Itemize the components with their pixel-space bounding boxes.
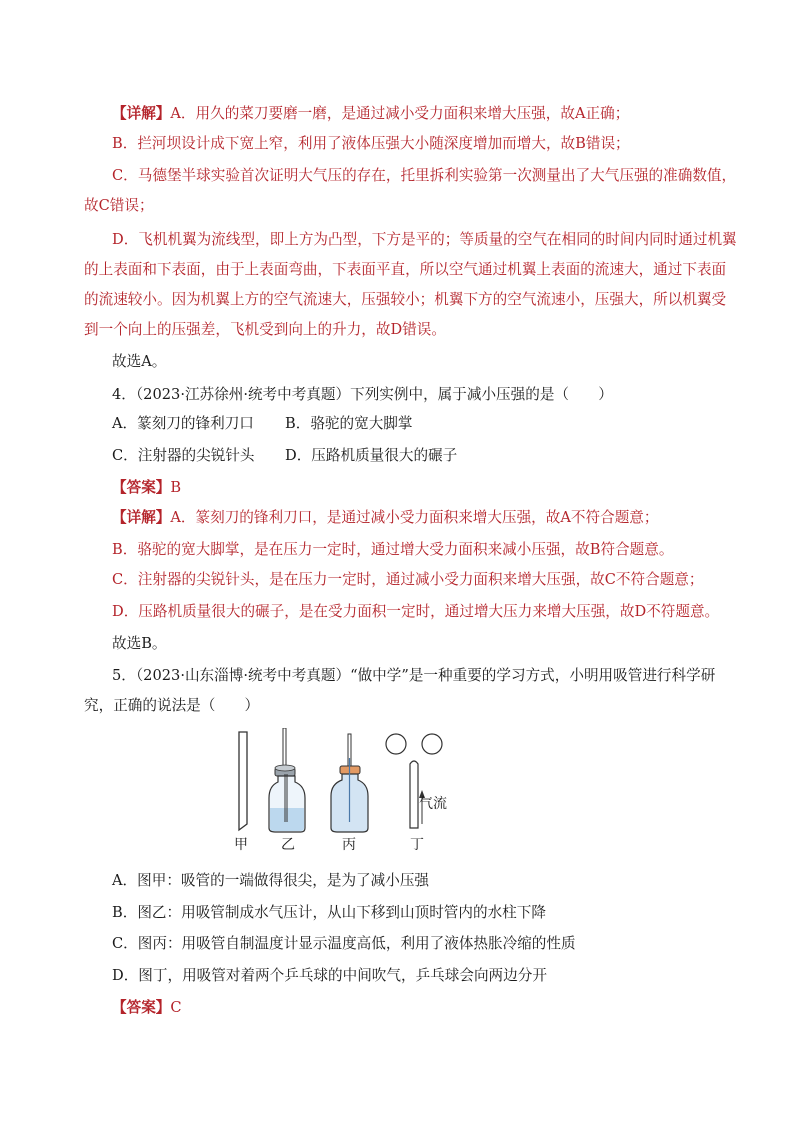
q4-option-a: A．篆刻刀的锋利刀口 <box>112 415 254 432</box>
q5-option-a: A．图甲：吸管的一端做得很尖，是为了减小压强 <box>112 872 430 889</box>
figure-label-bing: 丙 <box>342 837 356 853</box>
answer-tag: 【答案】 <box>112 479 171 496</box>
q5-option-b: B．图乙：用吸管制成水气压计，从山下移到山顶时管内的水柱下降 <box>112 904 546 921</box>
q4-answer-value: B <box>170 479 182 496</box>
airflow-label: 气流 <box>419 796 447 812</box>
figure-label-ding: 丁 <box>410 837 424 853</box>
detail-tag: 【详解】 <box>112 509 171 526</box>
q3-detail-a-text: A．用久的菜刀要磨一磨，是通过减小受力面积来增大压强，故A正确； <box>170 105 630 122</box>
q3-detail-c-line1: C．马德堡半球实验首次证明大气压的存在，托里拆利实验第一次测量出了大气压强的准确数值， <box>112 167 737 184</box>
q3-detail-d-line2: 的上表面和下表面，由于上表面弯曲，下表面平直，所以空气通过机翼上表面的流速大，通过下表面 <box>84 261 727 278</box>
q5-figure <box>225 728 485 840</box>
answer-tag: 【答案】 <box>112 999 171 1016</box>
figure-label-yi: 乙 <box>281 837 295 853</box>
bottle-bing-figure <box>331 734 368 832</box>
q3-detail-b: B．拦河坝设计成下宽上窄，利用了液体压强大小随深度增加而增大，故B错误； <box>112 135 630 152</box>
q5-option-c: C．图丙：用吸管自制温度计显示温度高低，利用了液体热胀冷缩的性质 <box>112 935 576 952</box>
balls-ding-figure <box>386 734 442 828</box>
q4-detail-d: D．压路机质量很大的碾子，是在受力面积一定时，通过增大压力来增大压强，故D不符题意。 <box>112 603 720 620</box>
figure-label-jia: 甲 <box>234 837 248 853</box>
q3-detail-d-line3: 的流速较小。因为机翼上方的空气流速大，压强较小；机翼下方的空气流速小，压强大，所以机翼受 <box>84 291 727 308</box>
q4-detail-a-text: A．篆刻刀的锋利刀口，是通过减小受力面积来增大压强，故A不符合题意； <box>170 509 659 526</box>
q4-answer <box>112 478 181 498</box>
q3-detail-d-line4: 到一个向上的压强差，飞机受到向上的升力，故D错误。 <box>84 321 446 338</box>
q3-detail-d-line1: D．飞机机翼为流线型，即上方为凸型，下方是平的；等质量的空气在相同的时间内同时通过机翼 <box>112 231 737 248</box>
q4-detail-b: B．骆驼的宽大脚掌，是在压力一定时，通过增大受力面积来减小压强，故B符合题意。 <box>112 541 674 558</box>
q4-option-b: B．骆驼的宽大脚掌 <box>285 415 413 432</box>
detail-tag: 【详解】 <box>112 105 171 122</box>
q3-detail-a <box>112 104 629 124</box>
q5-stem-line1: 5．（2023·山东淄博·统考中考真题）“做中学”是一种重要的学习方式，小明用吸管进行科学研 <box>112 667 716 684</box>
q4-choose: 故选B。 <box>112 635 167 652</box>
bottle-yi-figure <box>269 728 305 832</box>
q5-stem-line2: 究，正确的说法是（ ） <box>84 697 260 714</box>
q4-option-c: C．注射器的尖锐针头 <box>112 447 255 464</box>
q5-option-d: D．图丁，用吸管对着两个乒乓球的中间吹气，乒乓球会向两边分开 <box>112 967 547 984</box>
straw-jia-figure <box>239 732 247 830</box>
q4-option-d: D．压路机质量很大的碾子 <box>285 447 458 464</box>
q4-detail-a <box>112 508 658 528</box>
q3-detail-c-line2: 故C错误； <box>84 197 154 214</box>
q3-choose: 故选A。 <box>112 353 167 370</box>
q5-answer <box>112 998 182 1018</box>
q4-stem: 4．（2023·江苏徐州·统考中考真题）下列实例中，属于减小压强的是（ ） <box>112 386 613 403</box>
q4-detail-c: C．注射器的尖锐针头，是在压力一定时，通过减小受力面积来增大压强，故C不符合题意； <box>112 571 704 588</box>
q5-answer-value: C <box>170 999 182 1016</box>
